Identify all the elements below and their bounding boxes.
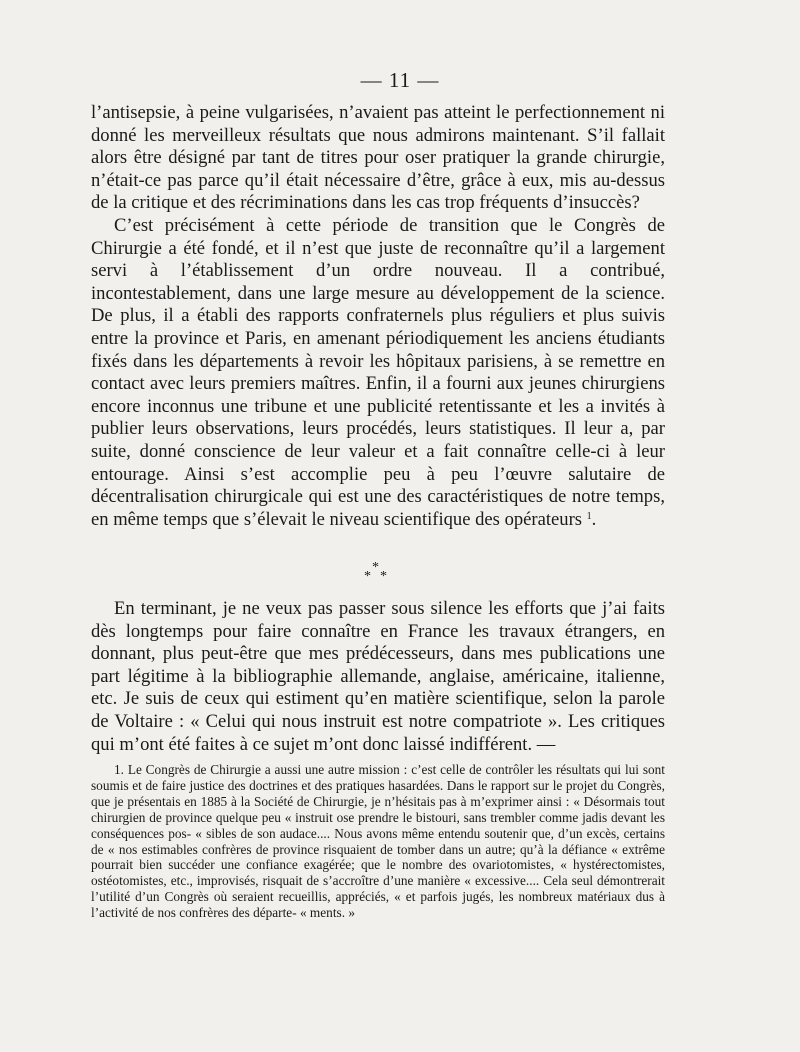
asterisk-left: * [364,569,371,584]
footnote [91,762,665,921]
footnote-text: 1. Le Congrès de Chirurgie a aussi une autre mission : c’est celle de contrôler les résultats qui lui sont soumis et de faire justice des doctrines et des pratiques hasardées. Dans le rapport sur le projet du Congrès, que je présentais en 1885 à la Société de Chirurgie, je n’hésitais pas à m’exprimer ainsi : « Désormais tout chirurgien de province quelque peu « instruit ose prendre le bistouri, sans trembler comme jadis devant les conséquences pos- « sibles de son audace.... Nous avons même entendu soutenir que, d’un excès, certains de « nos estimables confrères de province risquaient de tomber dans un autre; qu’à la défiance « extrême pourrait bien succéder une confiance exagérée; que le nombre des ovariotomistes, « hystérectomistes, ostéotomistes, etc., improvisés, risquait de s’accroître d’une manière « excessive.... Cela seul démontrerait l’utilité d’un Congrès où seraient recueillis, appréciés, « et parfois jugés, les nombreux matériaux dus à l’activité de nos confrères des départe- « ments. » [91,762,665,921]
body-text-top [91,102,665,531]
paragraph-continued: l’antisepsie, à peine vulgarisées, n’avaient pas atteint le perfectionnement ni donné les merveilleux résultats que nous admirons maintenant. S’il fallait alors être désigné par tant de titres pour oser pratiquer la grande chirurgie, n’était-ce pas parce qu’il était nécessaire d’être, grâce à eux, mis au-dessus de la critique et des récriminations dans les cas trop fréquents d’insuccès? [91,102,665,214]
paragraph-congres: C’est précisément à cette période de transition que le Congrès de Chirurgie a été fondé, et il n’est que juste de reconnaître qu’il a largement servi à l’établissement d’un ordre nouveau. Il a contribué, incontestablement, dans une large mesure au développement de la science. De plus, il a établi des rapports confraternels plus réguliers et plus suivis entre la province et Paris, en amenant périodiquement les anciens étudiants fixés dans les départements à revoir les hôpitaux parisiens, à se remettre en contact avec leurs premiers maîtres. Enfin, il a fourni aux jeunes chirurgiens encore inconnus une tribune et une publicité retentissante et les a invités à publier leurs observations, leurs procédés, leurs statistiques. Il leur a, par suite, donné conscience de leur valeur et a fait connaître celle-ci à leur entourage. Ainsi s’est accomplie peu à peu l’œuvre salutaire de décentralisation chirurgicale qui est une des caractéristiques de notre temps, en même temps que s’élevait le niveau scientifique des opérateurs $^1$. [91,214,665,530]
page-number: — 11 — [360,68,440,92]
asterisk-right: * [380,569,387,584]
section-break-asterism [355,560,405,586]
body-text-bottom [91,598,665,756]
asterisk-top: * [372,560,379,575]
paragraph-en-terminant: En terminant, je ne veux pas passer sous silence les efforts que j’ai faits dès longtemps pour faire connaître en France les travaux étrangers, en donnant, plus peut-être que mes prédécesseurs, dans mes publications une part légitime à la bibliographie allemande, anglaise, américaine, italienne, etc. Je suis de ceux qui estiment qu’en matière scientifique, selon la parole de Voltaire : « Celui qui nous instruit est notre compatriote ». Les critiques qui m’ont été faites à ce sujet m’ont donc laissé indifférent. — [91,598,665,755]
paragraph-congres-text: C’est précisément à cette période de transition que le Congrès de Chirurgie a été fondé, et il n’est que juste de reconnaître qu’il a largement servi à l’établissement d’un ordre nouveau. Il a contribué, incontestablement, dans une large mesure au développement de la science. De plus, il a établi des rapports confraternels plus réguliers et plus suivis entre la province et Paris, en amenant périodiquement les anciens étudiants fixés dans les départements à revoir les hôpitaux parisiens, à se remettre en contact avec leurs premiers maîtres. Enfin, il a fourni aux jeunes chirurgiens encore inconnus une tribune et une publicité retentissante et les a invités à publier leurs observations, leurs procédés, leurs statistiques. Il leur a, par suite, donné conscience de leur valeur et a fait connaître celle-ci à leur entourage. Ainsi s’est accomplie peu à peu l’œuvre salutaire de décentralisation chirurgicale qui est une des caractéristiques de notre temps, en même temps que s’élevait le niveau scientifique des opérateurs [91,214,665,530]
footnote-reference[interactable]: 1 [586,510,592,522]
